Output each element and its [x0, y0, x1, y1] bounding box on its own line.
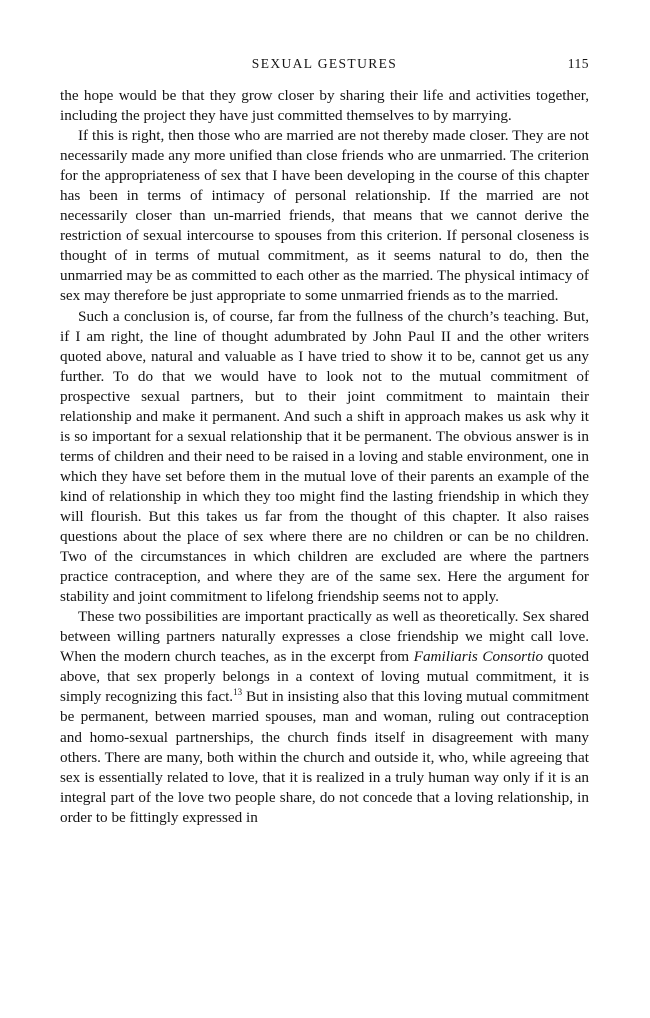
body-text — [60, 86, 589, 828]
book-page — [60, 56, 589, 828]
running-header — [60, 56, 589, 78]
paragraph-1: the hope would be that they grow closer by sharing their life and activities together, including the project they have just committed themselves to by marrying. — [60, 87, 589, 125]
running-title: SEXUAL GESTURES — [251, 56, 398, 71]
page-number: 115 — [567, 56, 589, 71]
paragraph-4 — [60, 607, 589, 828]
paragraph-2: If this is right, then those who are married are not thereby made closer. They are not necessarily made any more unified than close friends who are unmarried. The criterion for the appropriateness of sex that I have been developing in the course of this chapter has been in terms of intimacy of personal relationship. If the married are not necessarily closer than un-married friends, that means that we cannot derive the restriction of sexual intercourse to spouses from this criterion. If personal closeness is thought of in terms of mutual commitment, as it seems natural to do, then the unmarried may be as committed to each other as the married. The physical intimacy of sex may therefore be just appropriate to some unmarried friends as to the married. — [60, 127, 589, 305]
paragraph-4-text-middle: quoted above, that sex properly belongs in a context of loving mutual commitment, it is simply recognizing this fact. — [60, 648, 590, 706]
paragraph-4-text-after: But in insisting also that this loving mutual commitment be permanent, between married spouses, man and woman, ruling out contraception and homo-sexual partnerships, the church finds itself in disagreement with many others. There are many, both within the church and outside it, who, while agreeing that sex is essentially related to love, that it is realized in a truly human way only if it is an integral part of the love two people share, do not concede that a loving relationship, in order to be fittingly expressed in — [60, 688, 589, 826]
paragraph-4-text-before: These two possibilities are important practically as well as theoretically. Sex shared between willing partners naturally expresses a close friendship we might call love. When the modern church teaches, as in the excerpt from — [60, 608, 589, 666]
footnote-marker[interactable]: 13 — [233, 687, 243, 698]
paragraph-3: Such a conclusion is, of course, far from the fullness of the church’s teaching. But, if I am right, the line of thought adumbrated by John Paul II and the other writers quoted above, natural and valuable as I have tried to show it to be, cannot get us any further. To do that we would have to look not to the mutual commitment of prospective sexual partners, but to their joint commitment to maintain their relationship and make it permanent. And such a shift in approach makes us ask why it is so important for a sexual relationship that it be permanent. The obvious answer is in terms of children and their need to be raised in a loving and stable environment, one in which they have set before them in the mutual love of their parents an example of the kind of relationship in which they too might find the lasting friendship in which they will flourish. But this takes us far from the thought of this chapter. It also raises questions about the place of sex where there are no children or can be no children. Two of the circumstances in which children are excluded are where the partners practice contraception, and where they are of the same sex. Here the argument for stability and joint commitment to lifelong friendship seems not to apply. — [60, 307, 589, 606]
cited-work-title: Familiaris Consortio — [413, 648, 544, 666]
